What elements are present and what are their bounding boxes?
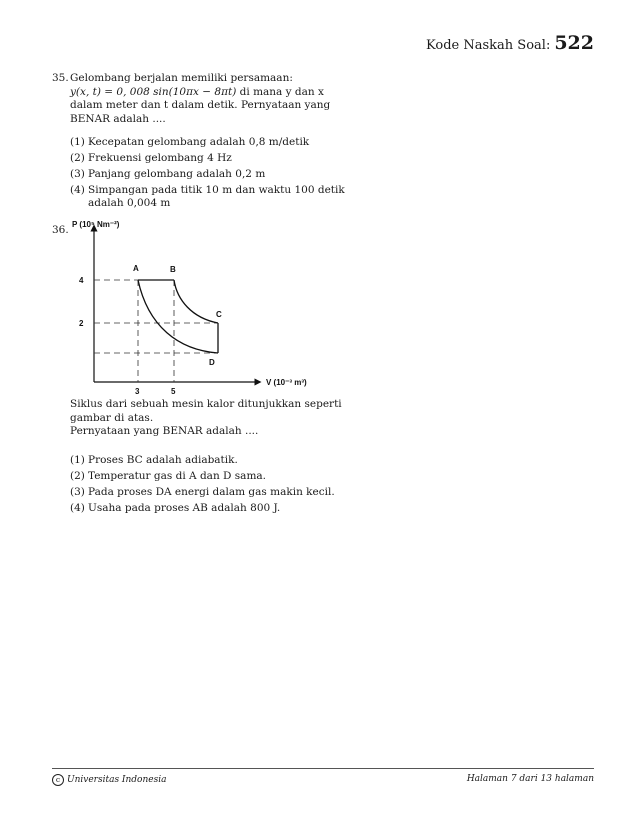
process-bc — [174, 280, 218, 323]
option-number: (3) — [70, 168, 85, 180]
option-text: Panjang gelombang adalah 0,2 m — [88, 168, 266, 180]
stem-line: BENAR adalah .... — [70, 112, 166, 125]
option-text: Frekuensi gelombang 4 Hz — [88, 152, 232, 164]
point-label-b: B — [170, 265, 176, 274]
process-da — [138, 280, 218, 353]
option-number: (1) — [70, 136, 85, 148]
question-stem — [70, 72, 330, 126]
option-text: Kecepatan gelombang adalah 0,8 m/detik — [88, 136, 310, 148]
point-label-a: A — [133, 264, 139, 273]
point-label-d: D — [209, 358, 215, 367]
stem-line: Siklus dari sebuah mesin kalor ditunjukkan seperti — [70, 398, 342, 410]
exam-code: 522 — [554, 32, 594, 54]
question-number: 36. — [52, 224, 69, 236]
x-tick-label: 3 — [135, 387, 140, 396]
y-tick-label: 2 — [79, 319, 84, 328]
question-number: 35. — [52, 72, 69, 84]
point-label-c: C — [216, 310, 222, 319]
stem-line: Gelombang berjalan memiliki persamaan: — [70, 72, 293, 84]
stem-line: Pernyataan yang BENAR adalah .... — [70, 425, 259, 437]
publisher-name: Universitas Indonesia — [67, 775, 167, 785]
footer-publisher — [52, 774, 166, 786]
stem-line: dalam meter dan t dalam detik. Pernyataan yang — [70, 99, 331, 111]
y-tick-label: 4 — [79, 276, 84, 285]
y-axis-label: P (10⁵ Nm⁻²) — [72, 220, 120, 229]
option-number: (3) — [70, 486, 85, 498]
option-number: (2) — [70, 470, 85, 482]
option-text-continued: adalah 0,004 m — [88, 197, 171, 209]
option-text: Proses BC adalah adiabatik. — [88, 454, 238, 466]
option-number: (4) — [70, 184, 85, 196]
page-indicator: Halaman 7 dari 13 halaman — [466, 774, 594, 784]
x-axis-label: V (10⁻³ m³) — [266, 378, 307, 387]
stem-line — [70, 86, 330, 100]
stem-text: di mana y dan x — [236, 85, 324, 98]
option-number: (1) — [70, 454, 85, 466]
page-header — [426, 32, 594, 54]
stem-line: gambar di atas. — [70, 411, 154, 424]
pv-diagram-svg — [52, 218, 332, 398]
option-number: (4) — [70, 502, 85, 514]
copyright-icon: c — [52, 774, 64, 786]
option-text: Temperatur gas di A dan D sama. — [88, 470, 266, 482]
x-tick-label: 5 — [171, 387, 176, 396]
footer-divider — [52, 768, 594, 769]
pv-diagram — [52, 218, 332, 398]
option-number: (2) — [70, 152, 85, 164]
option-text: Simpangan pada titik 10 m dan waktu 100 detik — [88, 184, 345, 196]
wave-equation: y(x, t) = 0, 008 sin(10πx − 8πt) — [70, 85, 237, 98]
question-stem — [70, 398, 342, 439]
exam-code-label: Kode Naskah Soal: — [426, 38, 551, 53]
option-text: Pada proses DA energi dalam gas makin kecil. — [88, 486, 335, 498]
option-text: Usaha pada proses AB adalah 800 J. — [88, 502, 281, 514]
